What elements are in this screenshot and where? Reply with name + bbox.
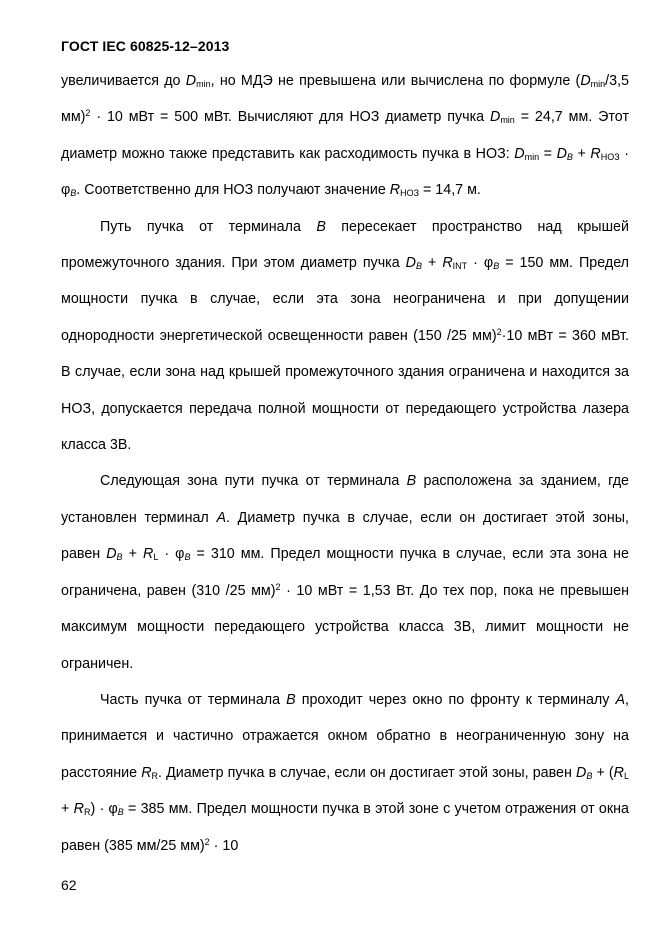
text-run: min <box>524 151 540 162</box>
text-run: L <box>153 552 159 563</box>
text-run: + <box>61 801 74 818</box>
text-run: Часть пучка от терминала <box>100 691 287 708</box>
paragraph-p4 <box>61 682 629 864</box>
text-run: 2 <box>85 108 91 119</box>
document-header: ГОСТ IEC 60825-12–2013 <box>61 38 230 54</box>
text-run: R <box>151 770 159 781</box>
text-run: D <box>106 546 117 563</box>
text-run: . Диаметр пучка в случае, если он достигает этой зоны, равен <box>158 764 576 781</box>
text-run: D <box>489 109 501 126</box>
text-run: D <box>580 73 591 89</box>
text-run: B <box>117 807 124 818</box>
text-run: D <box>405 255 416 272</box>
text-run: Следующая зона пути пучка от терминала <box>100 473 407 490</box>
text-run: + ( <box>592 764 614 781</box>
text-run: R <box>142 546 154 563</box>
text-run: Путь пучка от терминала <box>100 218 317 235</box>
text-run: D <box>185 73 197 89</box>
text-run: A <box>615 691 626 708</box>
text-run: 2 <box>496 326 502 337</box>
text-run: B <box>184 552 191 563</box>
text-run: D <box>576 764 587 781</box>
text-run: R <box>83 807 91 818</box>
text-run: · 10 мВт = 1,53 Вт. До тех пор, пока не превышен максимум мощности передающего устройства класса 3В, лимит мощности не ограничен. <box>61 582 630 672</box>
paragraph-p3 <box>61 463 629 681</box>
text-run: min <box>196 79 211 89</box>
text-run: · 10 мВт = 500 мВт. Вычисляют для НОЗ диаметр пучка <box>90 109 490 126</box>
text-run: , но МДЭ не превышена или вычислена по формуле ( <box>210 73 581 89</box>
text-run: проходит через окно по фронту к терминалу <box>295 691 616 708</box>
text-run: · 10 <box>209 837 239 854</box>
text-run: = 385 мм. Предел мощности пучка в этой зоне с учетом отражения от окна равен (385 мм/25 мм) <box>61 801 629 854</box>
paragraph-p2 <box>61 209 629 464</box>
text-run: B <box>416 261 423 272</box>
text-run: . Соответственно для НОЗ получают значение <box>76 182 390 199</box>
text-run: НОЗ <box>400 188 420 199</box>
document-body <box>61 63 629 864</box>
text-run: ·10 мВт = 360 мВт. В случае, если зона над крышей промежуточного здания ограничена и находится за НОЗ, допускается передача полной мощности от передающего устройства лазера класса 3В. <box>61 327 629 454</box>
text-run: R <box>590 145 601 162</box>
text-run: B <box>493 261 500 272</box>
text-run: увеличивается до <box>61 73 186 89</box>
text-run: · φ <box>467 255 494 272</box>
text-run: , принимается и частично отражается окном обратно в неограниченную зону на расстояние <box>61 691 629 781</box>
text-run: A <box>216 509 227 526</box>
text-run: = <box>539 145 557 162</box>
text-run: 2 <box>204 836 210 847</box>
text-run: НОЗ <box>600 151 620 162</box>
paragraph-p1 <box>61 63 629 209</box>
page-number: 62 <box>61 877 77 893</box>
text-run: = 310 мм. Предел мощности пучка в случае, если эта зона не ограничена, равен (310 /25 мм) <box>61 546 629 599</box>
text-run: R <box>442 255 453 272</box>
text-run: R <box>613 764 624 781</box>
text-run: B <box>406 473 417 490</box>
text-run: L <box>623 770 629 781</box>
text-run: B <box>286 691 296 708</box>
text-run: min <box>500 115 515 126</box>
text-run: B <box>316 218 326 235</box>
text-run: R <box>389 182 401 199</box>
text-run: + <box>122 546 143 563</box>
text-run: + <box>572 145 591 162</box>
text-run: + <box>422 255 443 272</box>
text-run: · φ <box>158 546 185 563</box>
text-run: 2 <box>275 581 281 592</box>
text-run: D <box>514 145 525 162</box>
text-run: B <box>586 770 593 781</box>
text-run: . Диаметр пучка в случае, если он достигает этой зоны, равен <box>61 509 629 563</box>
text-run: = 150 мм. Предел мощности пучка в случае, если эта зона неограничена и при допущении однородности энергетической освещенности равен (150 /25 мм) <box>61 255 630 344</box>
text-run: = 24,7 мм. Этот диаметр можно также представить как расходимость пучка в НОЗ: <box>61 109 629 162</box>
text-run: R <box>141 764 152 781</box>
text-run: B <box>566 151 573 162</box>
text-run: пересекает пространство над крышей промежуточного здания. При этом диаметр пучка <box>61 218 629 272</box>
text-run: = 14,7 м. <box>419 182 481 199</box>
text-run: min <box>590 79 606 89</box>
text-run: · φ <box>61 145 629 199</box>
text-run: /3,5 мм) <box>61 73 630 126</box>
text-run: ) · φ <box>90 801 118 818</box>
text-run: R <box>73 801 84 818</box>
text-run: расположена за зданием, где установлен терминал <box>61 473 630 526</box>
text-run: B <box>70 188 77 199</box>
text-run: D <box>556 145 567 162</box>
text-run: B <box>116 552 123 563</box>
text-run: INT <box>452 261 468 272</box>
